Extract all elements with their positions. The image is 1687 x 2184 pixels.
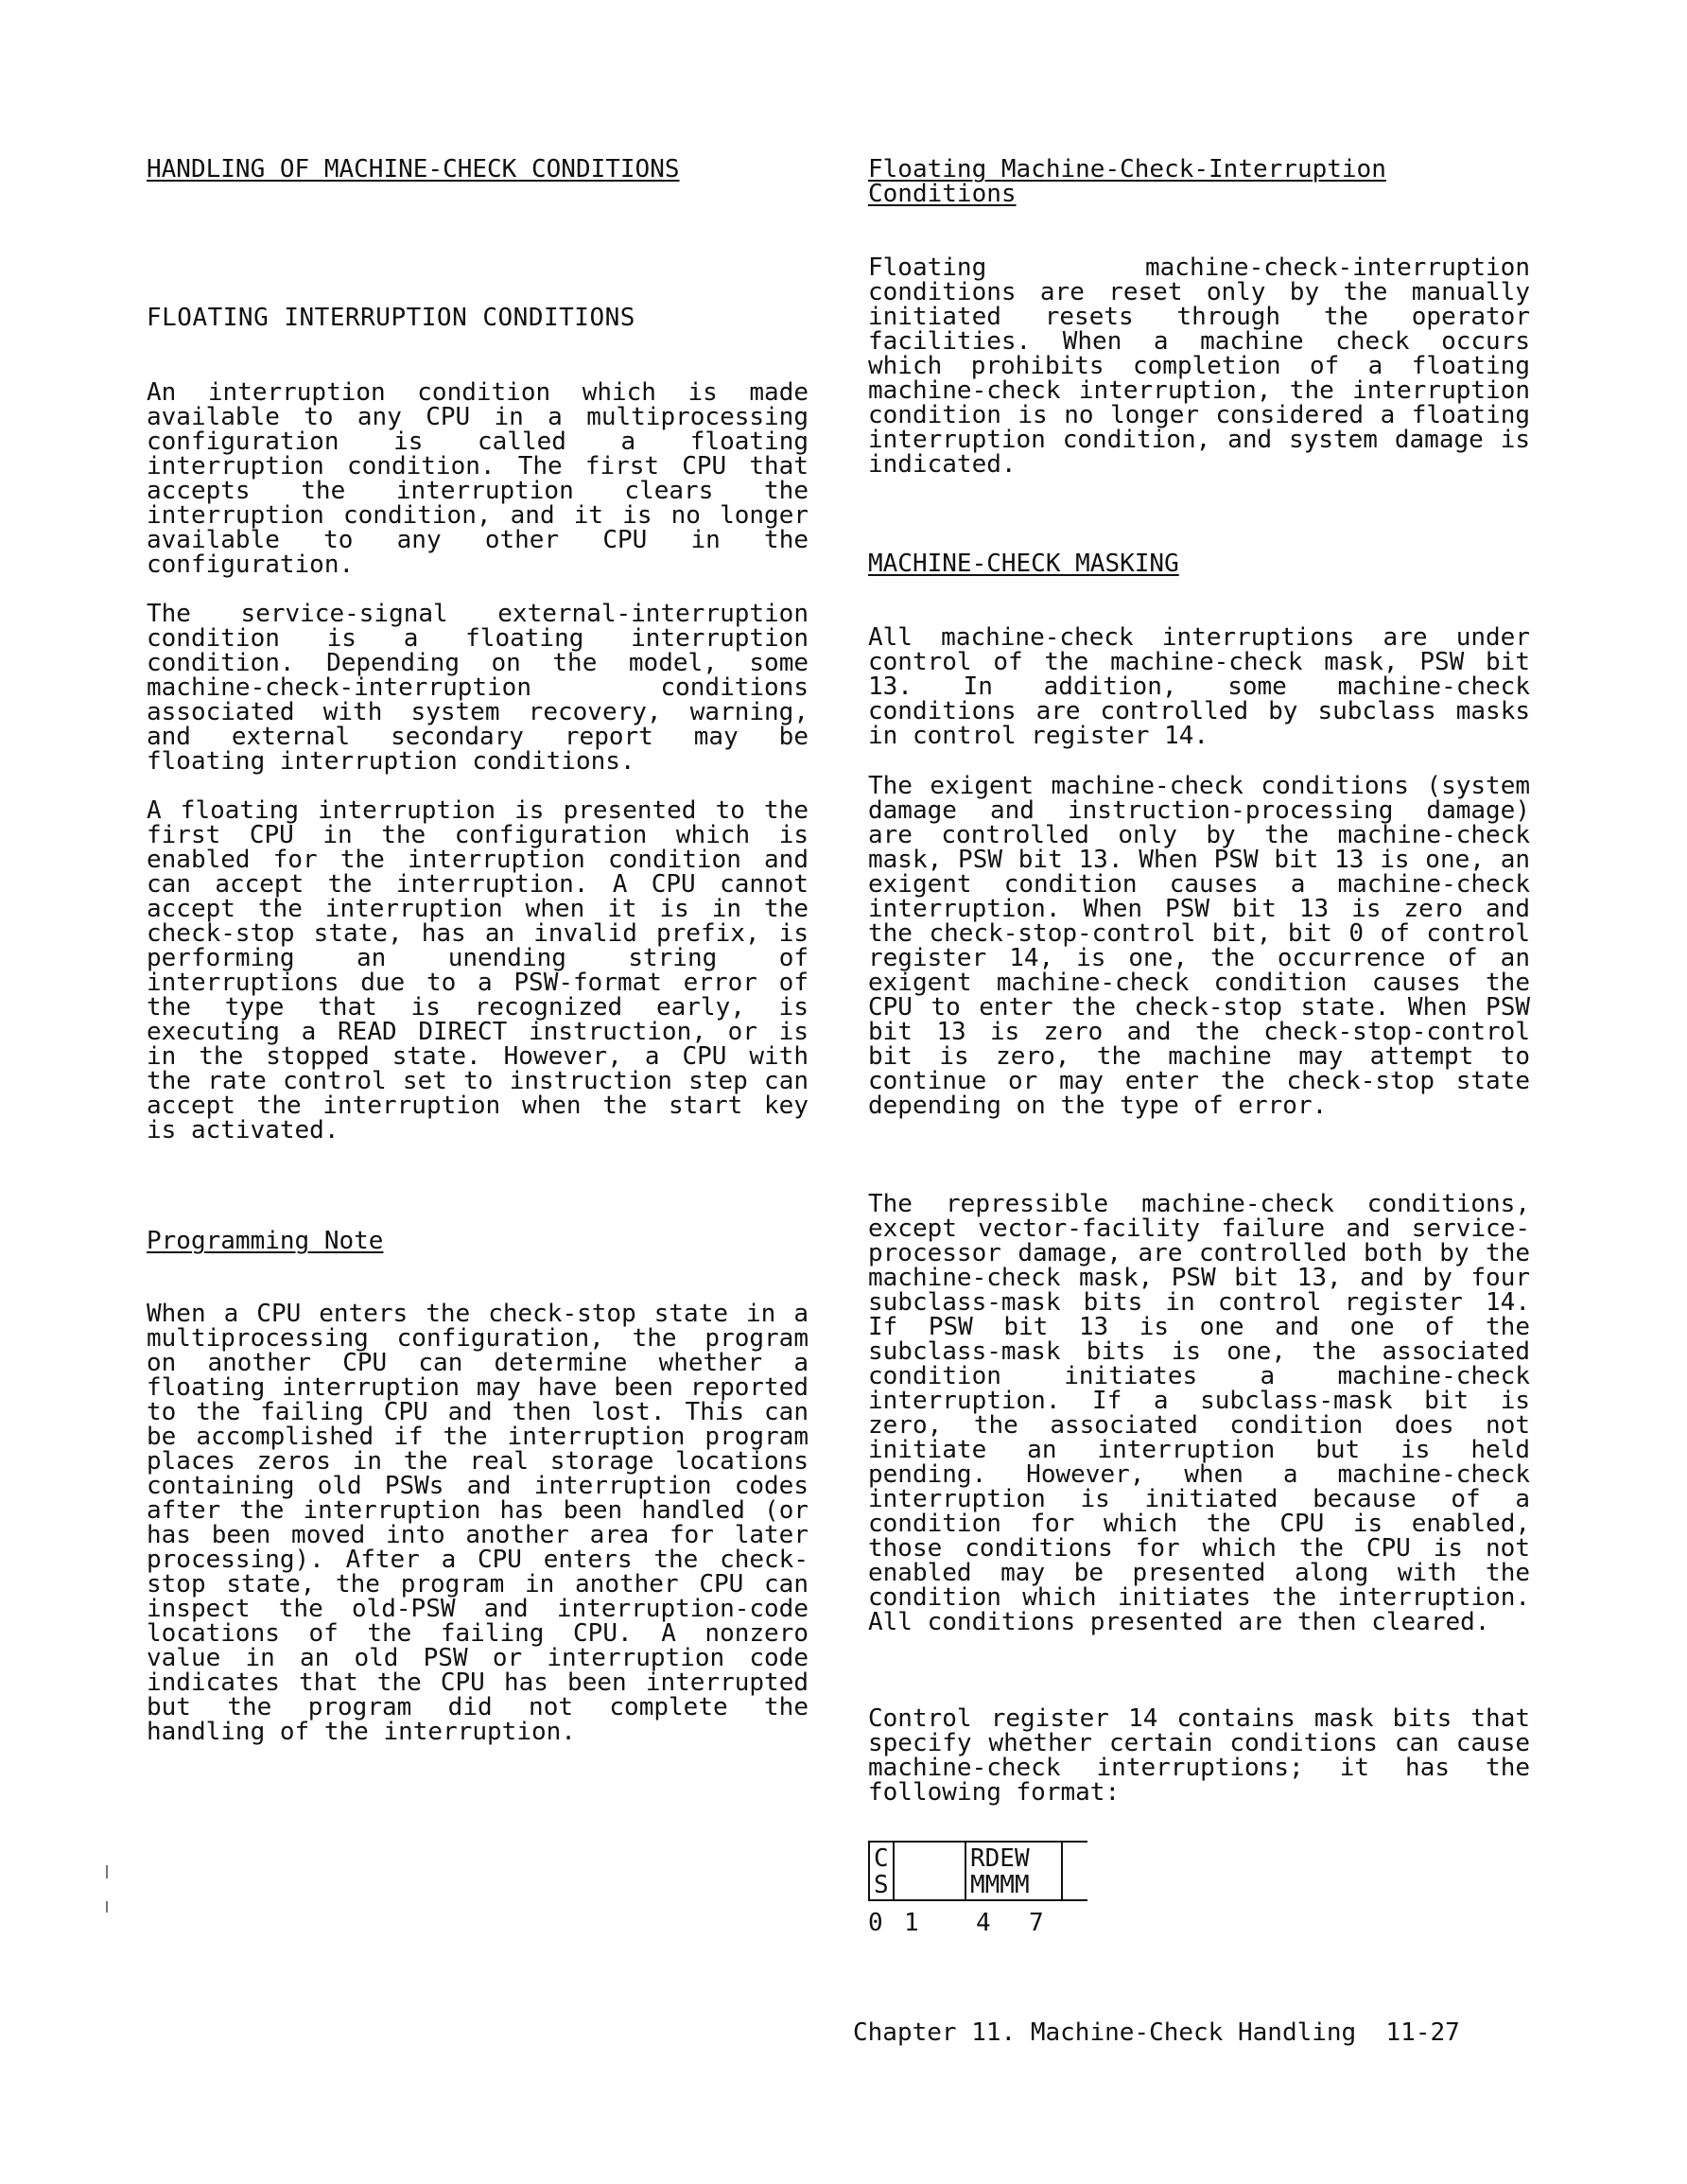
bit-label-1: 1: [904, 1909, 919, 1937]
paragraph-exigent-conditions: The exigent machine-check conditions (system damage and instruction-processing damage) are controlled only by the machine-check mask, PSW bit 13. When PSW bit 13 is one, an exigent condition causes a machine-check interruption. When PSW bit 13 is zero and the check-stop-control bit, bit 0 of control register 14, is one, the occurrence of an exigent machine-check condition causes the CPU to enter the check-stop state. When PSW bit 13 is zero and the check-stop-control bit is zero, the machine may attempt to continue or may enter the check-stop state depending on the type of error.: [868, 772, 1530, 1120]
register-bottom-border: [868, 1899, 1087, 1901]
control-register-14-diagram: [868, 1833, 1095, 1937]
subclass-field-bottom: MMMM: [970, 1871, 1030, 1899]
paragraph-repressible-conditions: The repressible machine-check conditions, except vector-facility failure and service-processor damage, are controlled both by the machine-check mask, PSW bit 13, and by four subclass-mask bits in control register 14. If PSW bit 13 is one and one of the subclass-mask bits is one, the associated condition initiates a machine-check interruption. If a subclass-mask bit is zero, the associated condition does not initiate an interruption but is held pending. However, when a machine-check interruption is initiated because of a condition for which the CPU is enabled, those conditions for which the CPU is not enabled may be presented along with the condition which initiates the interruption. All conditions presented are then cleared.: [868, 1190, 1530, 1636]
register-divider-bit7: [1061, 1841, 1063, 1901]
subclass-field-top: RDEW: [970, 1844, 1030, 1873]
register-divider-bit4: [965, 1841, 966, 1901]
paragraph-floating-mc-reset: Floating machine-check-interruption conditions are reset only by the manually initiated resets through the operator facilities. When a machine check occurs which prohibits completion of a floating machine-check interruption, the interruption condition is no longer considered a floating interruption condition, and system damage is indicated.: [868, 253, 1530, 479]
subsection-title-floating-mc: Floating Machine-Check-Interruption Conditions: [868, 155, 1386, 208]
paragraph-masking-intro: All machine-check interruptions are under control of the machine-check mask, PSW bit 13. In addition, some machine-check conditions are controlled by subclass masks in control register 14.: [868, 623, 1530, 750]
cs-field-top: C: [874, 1844, 889, 1873]
cs-field-bottom: S: [874, 1871, 889, 1899]
register-top-border: [868, 1841, 1087, 1843]
bit-label-4: 4: [976, 1909, 991, 1937]
margin-mark: [106, 1901, 108, 1913]
page-footer: [853, 2020, 1534, 2045]
register-divider-bit0: [868, 1841, 870, 1901]
paragraph-presentation: A floating interruption is presented to the first CPU in the configuration which is enabled for the interruption condition and can accept the interruption. A CPU cannot accept the interruption when it is in the check-stop state, has an invalid prefix, is performing an unending string of interruptions due to a PSW-format error of the type that is recognized early, is executing a READ DIRECT instruction, or is in the stopped state. However, a CPU with the rate control set to instruction step can accept the interruption when the start key is activated.: [147, 796, 809, 1144]
programming-note-title: Programming Note: [147, 1227, 384, 1255]
paragraph-service-signal: The service-signal external-interruption condition is a floating interruption condition. Depending on the model, some machine-check-interruption conditions associated with system recovery, warning, and external secondary report may be floating interruption conditions.: [147, 600, 809, 776]
section-title-floating: FLOATING INTERRUPTION CONDITIONS: [147, 304, 635, 332]
main-heading: HANDLING OF MACHINE-CHECK CONDITIONS: [147, 155, 680, 183]
section-title-masking: MACHINE-CHECK MASKING: [868, 550, 1179, 578]
paragraph-floating-definition: An interruption condition which is made available to any CPU in a multiprocessing configuration is called a floating interruption condition. The first CPU that accepts the interruption clears the interruption condition, and it is no longer available to any other CPU in the configuration.: [147, 378, 809, 579]
footer-page-number: 11-27: [1385, 2018, 1460, 2047]
bit-label-7: 7: [1029, 1909, 1044, 1937]
margin-mark: [106, 1865, 108, 1878]
paragraph-control-register-14: Control register 14 contains mask bits that specify whether certain conditions can cause machine-check interruptions; it has the following format:: [868, 1704, 1530, 1807]
footer-chapter: Chapter 11. Machine-Check Handling: [853, 2018, 1357, 2047]
paragraph-programming-note: When a CPU enters the check-stop state in a multiprocessing configuration, the program on another CPU can determine whether a floating interruption may have been reported to the failing CPU and then lost. This can be accomplished if the interruption program places zeros in the real storage locations containing old PSWs and interruption codes after the interruption has been handled (or has been moved into another area for later processing). After a CPU enters the check-stop state, the program in another CPU can inspect the old-PSW and interruption-code locations of the failing CPU. A nonzero value in an old PSW or interruption code indicates that the CPU has been interrupted but the program did not complete the handling of the interruption.: [147, 1300, 809, 1746]
bit-label-0: 0: [868, 1909, 883, 1937]
register-divider-bit1: [893, 1841, 895, 1901]
